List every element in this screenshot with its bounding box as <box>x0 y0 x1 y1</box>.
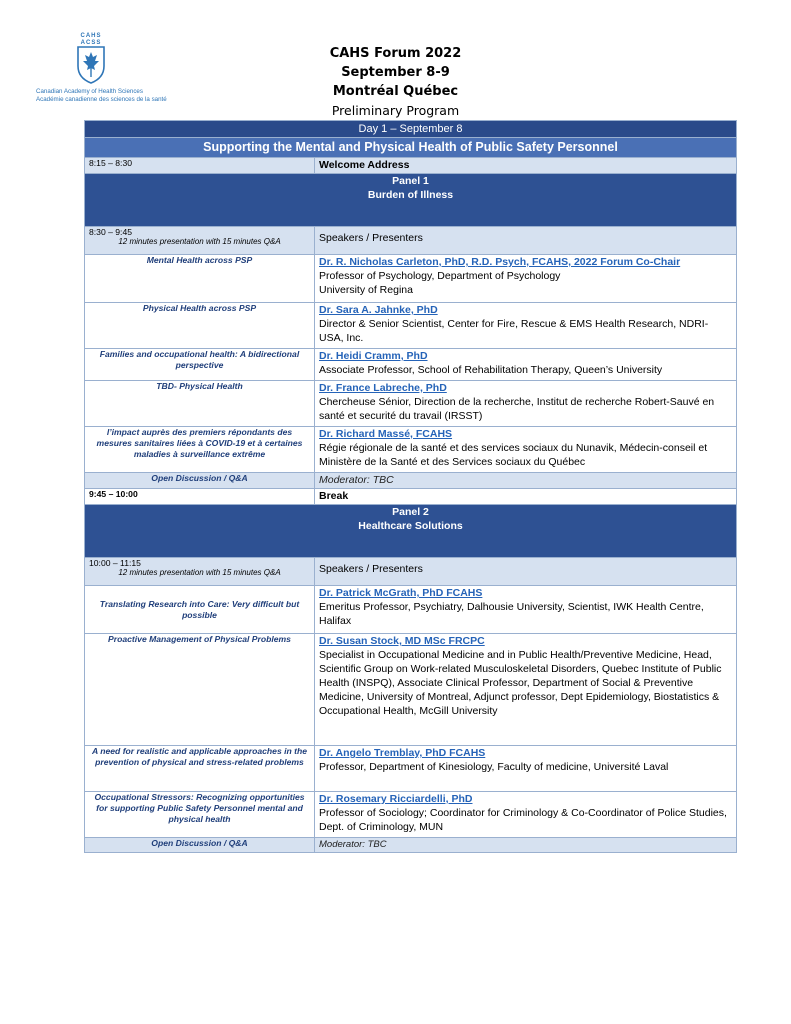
speaker-affiliation: Professor of Sociology; Coordinator for Criminology & Co-Coordinator of Police Studies, Dept. of Criminology, MUN <box>319 807 727 833</box>
talk-row <box>85 586 737 634</box>
day-theme: Supporting the Mental and Physical Health of Public Safety Personnel <box>85 138 737 158</box>
panel2-header <box>85 505 737 558</box>
speaker-link[interactable]: Dr. R. Nicholas Carleton, PhD, R.D. Psych, FCAHS, 2022 Forum Co-Chair <box>319 256 681 268</box>
talk-topic: Mental Health across PSP <box>85 255 315 303</box>
speaker-affiliation: University of Regina <box>319 284 413 296</box>
break-time: 9:45 – 10:00 <box>85 489 315 505</box>
speaker-link[interactable]: Dr. Angelo Tremblay, PhD FCAHS <box>319 747 486 759</box>
talk-row <box>85 746 737 792</box>
svg-text:CAHS: CAHS <box>80 33 102 39</box>
talk-row <box>85 634 737 746</box>
talk-speaker-cell <box>315 303 737 349</box>
speaker-affiliation: Professor of Psychology, Department of Psychology <box>319 270 561 282</box>
talk-topic: A need for realistic and applicable approaches in the prevention of physical and stress-related problems <box>85 746 315 792</box>
talk-topic: Proactive Management of Physical Problems <box>85 634 315 746</box>
talk-topic: Translating Research into Care: Very difficult but possible <box>85 586 315 634</box>
panel1-discussion-row <box>85 473 737 489</box>
talk-speaker-cell <box>315 792 737 838</box>
panel2-name: Healthcare Solutions <box>358 520 463 532</box>
theme-row <box>85 138 737 158</box>
talk-row <box>85 349 737 381</box>
panel2-time-note: 12 minutes presentation with 15 minutes Q&A <box>118 568 281 577</box>
speaker-affiliation: Director & Senior Scientist, Center for Fire, Rescue & EMS Health Research, NDRI-USA, Inc. <box>319 318 709 344</box>
forum-city: Montréal Québec <box>332 84 459 99</box>
panel1-moderator: Moderator: TBC <box>315 473 737 489</box>
talk-row <box>85 427 737 473</box>
forum-dates: September 8-9 <box>341 65 450 80</box>
welcome-time: 8:15 – 8:30 <box>85 158 315 174</box>
org-name-fr: Académie canadienne des sciences de la santé <box>36 96 167 103</box>
speaker-link[interactable]: Dr. Sara A. Jahnke, PhD <box>319 304 438 316</box>
welcome-text: Welcome Address <box>315 158 737 174</box>
speaker-link[interactable]: Dr. France Labreche, PhD <box>319 382 447 394</box>
talk-row <box>85 255 737 303</box>
panel1-time-note: 12 minutes presentation with 15 minutes Q&A <box>118 237 281 246</box>
talk-speaker-cell <box>315 349 737 381</box>
panel1-name: Burden of Illness <box>367 189 454 201</box>
panel2-label: Panel 2 <box>392 506 429 518</box>
panel2-discussion-row <box>85 838 737 853</box>
forum-title: CAHS Forum 2022 <box>329 46 462 61</box>
panel1-time-row <box>85 227 737 255</box>
speaker-affiliation: Professor, Department of Kinesiology, Faculty of medicine, Université Laval <box>319 761 669 773</box>
panel1-header <box>85 174 737 227</box>
day-label: Day 1 – September 8 <box>85 121 737 138</box>
panel1-header-row <box>85 174 737 227</box>
speaker-affiliation: Emeritus Professor, Psychiatry, Dalhousie University, Scientist, IWK Health Centre, Halifax <box>319 601 704 627</box>
panel2-header-row <box>85 505 737 558</box>
panel2-time: 10:00 – 11:15 <box>89 558 141 568</box>
talk-topic: Families and occupational health: A bidirectional perspective <box>85 349 315 381</box>
speaker-link[interactable]: Dr. Susan Stock, MD MSc FRCPC <box>319 635 485 647</box>
speaker-link[interactable]: Dr. Patrick McGrath, PhD FCAHS <box>319 587 483 599</box>
talk-topic: Occupational Stressors: Recognizing opportunities for supporting Public Safety Personnel mental and physical health <box>85 792 315 838</box>
talk-topic: TBD- Physical Health <box>85 381 315 427</box>
talk-row <box>85 381 737 427</box>
panel2-discussion: Open Discussion / Q&A <box>85 838 315 853</box>
break-text: Break <box>315 489 737 505</box>
speaker-affiliation: Specialist in Occupational Medicine and in Public Health/Preventive Medicine, Head, Scientific Group on Work-related Musculoskeletal Disorders, Quebec Institute of Public Health (INSPQ), Associate Clinical Professor, Department of Social & Preventive Medicine, University of Montreal, Adjunct professor, Dept Epidemiology, Biostatistics & Occupational Health, McGill University <box>319 649 722 717</box>
talk-speaker-cell <box>315 427 737 473</box>
panel1-time: 8:30 – 9:45 <box>89 227 133 237</box>
panel1-col-header: Speakers / Presenters <box>315 227 737 255</box>
talk-topic: Physical Health across PSP <box>85 303 315 349</box>
panel2-moderator: Moderator: TBC <box>315 838 737 853</box>
day-header-row <box>85 121 737 138</box>
speaker-link[interactable]: Dr. Rosemary Ricciardelli, PhD <box>319 793 473 805</box>
welcome-row <box>85 158 737 174</box>
svg-text:ACSS: ACSS <box>80 40 102 46</box>
panel2-time-row <box>85 558 737 586</box>
talk-speaker-cell <box>315 381 737 427</box>
talk-speaker-cell <box>315 634 737 746</box>
panel1-discussion: Open Discussion / Q&A <box>85 473 315 489</box>
speaker-affiliation: Associate Professor, School of Rehabilitation Therapy, Queen’s University <box>319 364 663 376</box>
talk-speaker-cell <box>315 746 737 792</box>
speaker-link[interactable]: Dr. Richard Massé, FCAHS <box>319 428 453 440</box>
panel1-time-cell <box>85 227 315 255</box>
talk-row <box>85 792 737 838</box>
speaker-link[interactable]: Dr. Heidi Cramm, PhD <box>319 350 428 362</box>
speaker-affiliation: Chercheuse Sénior, Direction de la recherche, Institut de recherche Robert-Sauvé en santé et securité du travail (IRSST) <box>319 396 715 422</box>
panel1-label: Panel 1 <box>392 175 429 187</box>
talk-row <box>85 303 737 349</box>
org-name-en: Canadian Academy of Health Sciences <box>36 88 143 95</box>
panel2-time-cell <box>85 558 315 586</box>
program-table <box>84 120 737 853</box>
panel2-col-header: Speakers / Presenters <box>315 558 737 586</box>
talk-topic: l’impact auprès des premiers répondants des mesures sanitaires liées à COVID-19 et à certaines maladies à surveillance extrême <box>85 427 315 473</box>
program-subtitle: Preliminary Program <box>331 103 460 118</box>
talk-speaker-cell <box>315 255 737 303</box>
break-row <box>85 489 737 505</box>
speaker-affiliation: Régie régionale de la santé et des services sociaux du Nunavik, Médecin-conseil et Ministère de la Santé et des Services sociaux du Québec <box>319 442 708 468</box>
talk-speaker-cell <box>315 586 737 634</box>
